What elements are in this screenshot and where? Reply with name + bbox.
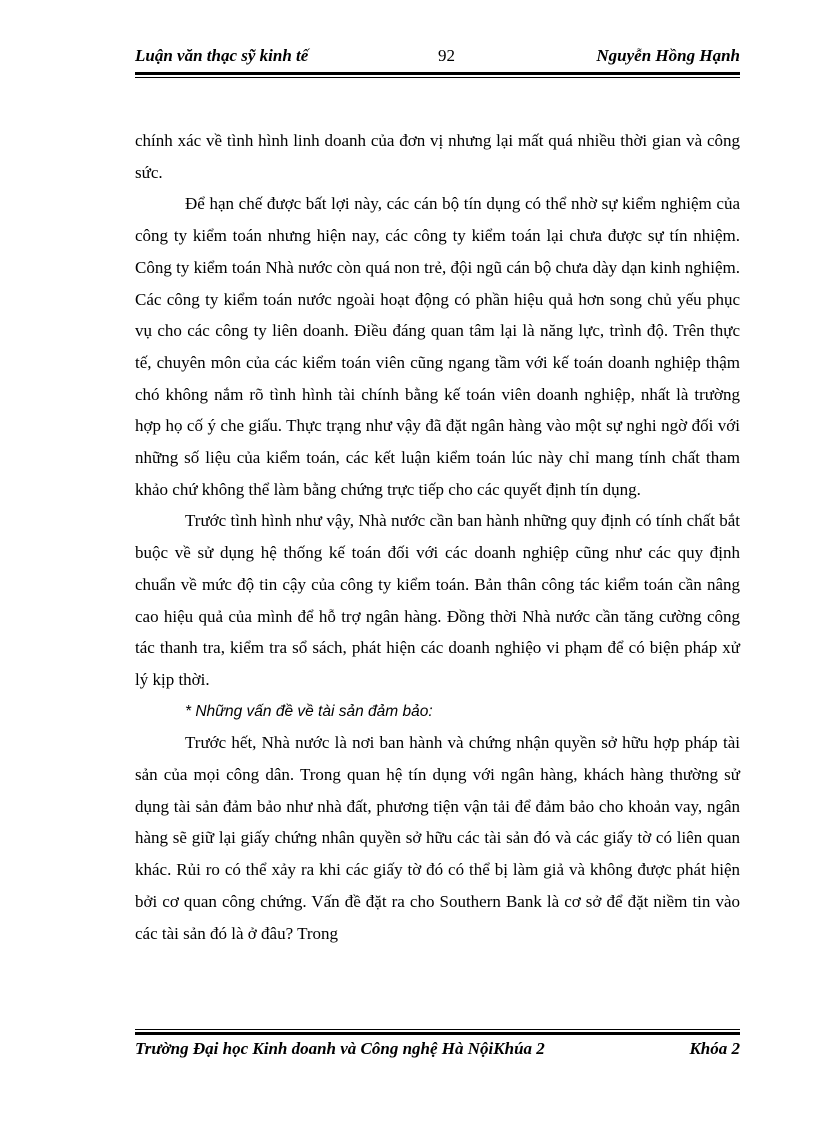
page-body	[135, 125, 740, 949]
page-footer	[135, 1039, 740, 1065]
header-divider-thin	[135, 77, 740, 78]
header-author: Nguyễn Hồng Hạnh	[596, 46, 740, 65]
footer-university: Trường Đại học Kinh doanh và Công nghệ Hà NộiKhúa 2	[135, 1039, 545, 1058]
header-divider-thick	[135, 72, 740, 75]
paragraph-state-regulation: Trước tình hình như vậy, Nhà nước cần ban hành những quy định có tính chất bắt buộc về sử dụng hệ thống kế toán đối với các doanh nghiệp cũng như các quy định chuẩn về mức độ tin cậy của công ty kiểm toán. Bản thân công tác kiểm toán cần nâng cao hiệu quả của mình để hỗ trợ ngân hàng. Đồng thời Nhà nước cần tăng cường công tác thanh tra, kiểm tra sổ sách, phát hiện các doanh nghiệo vi phạm để có biện pháp xử lý kịp thời.	[135, 511, 740, 689]
footer-divider-thin	[135, 1029, 740, 1030]
paragraph-collateral: Trước hết, Nhà nước là nơi ban hành và chứng nhận quyền sở hữu hợp pháp tài sản của mọi công dân. Trong quan hệ tín dụng với ngân hàng, khách hàng thường sử dụng tài sản đảm bảo như nhà đất, phương tiện vận tải để đảm bảo cho khoản vay, ngân hàng sẽ giữ lại giấy chứng nhân quyền sở hữu các tài sản đó và các giấy tờ có liên quan khác. Rủi ro có thể xảy ra khi các giấy tờ đó có thể bị làm giả và không được phát hiện bởi cơ quan công chứng. Vấn đề đặt ra cho Southern Bank là cơ sở để đặt niềm tin vào các tài sản đó là ở đâu? Trong	[135, 733, 740, 943]
paragraph-continuation: chính xác về tình hình linh doanh của đơn vị nhưng lại mất quá nhiều thời gian và công sức.	[135, 131, 740, 182]
page-number: 92	[438, 46, 455, 65]
section-subheading: * Những vấn đề về tài sản đảm bảo:	[185, 702, 433, 720]
paragraph-audit-limits: Để hạn chế được bất lợi này, các cán bộ tín dụng có thể nhờ sự kiểm nghiệm của công ty kiểm toán nhưng hiện nay, các công ty kiểm toán lại chưa được sự tín nhiệm. Công ty kiểm toán Nhà nước còn quá non trẻ, đội ngũ cán bộ chưa dày dạn kinh nghiệm. Các công ty kiểm toán nước ngoài hoạt động có phần hiệu quả hơn song chủ yếu phục vụ cho các công ty liên doanh. Điều đáng quan tâm lại là năng lực, trình độ. Trên thực tế, chuyên môn của các kiểm toán viên cũng ngang tầm với kế toán doanh nghiệp thậm chó không nắm rõ tình hình tài chính bằng kế toán viên doanh nghiệp, nhất là trường hợp họ cố ý che giấu. Thực trạng như vậy đã đặt ngân hàng vào một sự nghi ngờ đối với những số liệu của kiểm toán, các kết luận kiểm toán lúc này chỉ mang tính chất tham khảo chứ không thể làm bằng chứng trực tiếp cho các quyết định tín dụng.	[135, 194, 740, 499]
page-header	[135, 46, 740, 72]
footer-divider-thick	[135, 1032, 740, 1035]
footer-course: Khóa 2	[689, 1039, 740, 1058]
header-thesis-title: Luận văn thạc sỹ kinh tế	[135, 46, 309, 65]
